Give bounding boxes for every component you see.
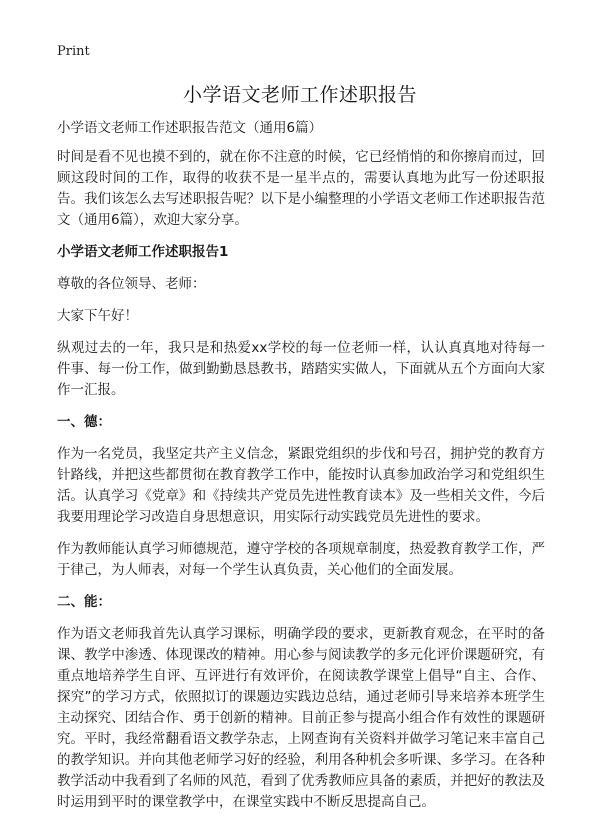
section-heading-de: 一、德：	[57, 414, 111, 430]
report-heading: 小学语文老师工作述职报告1	[57, 244, 229, 260]
greeting: 大家下午好！	[57, 308, 138, 324]
intro-paragraph: 时间是看不见也摸不到的，就在你不注意的时候，它已经悄悄的和你擦肩而过，回顾这段时间的工作，取得的收获不是一星半点的，需要认真地为此写一份述职报告。我们该怎么去写述职报告呢？以下是小编整理的小学语文老师工作述职报告范文（通用6篇），欢迎大家分享。	[57, 149, 545, 228]
opening-paragraph: 纵观过去的一年，我只是和热爱xx学校的每一位老师一样，认认真真地对待每一件事、每一份工作，做到勤勤恳恳教书，踏踏实实做人，下面就从五个方面向大家作一汇报。	[57, 340, 545, 398]
section1-paragraph-1: 作为一名党员，我坚定共产主义信念，紧跟党组织的步伐和号召，拥护党的教育方针路线，并把这些都贯彻在教育教学工作中，能按时认真参加政治学习和党组织生活。认真学习《党章》和《持续共产党员先进性教育读本》及一些相关文件，今后我要用理论学习改造自身思想意识，用实际行动实践党员先进性的要求。	[57, 446, 545, 525]
document-body	[57, 118, 545, 824]
page-title: 小学语文老师工作述职报告	[182, 84, 417, 106]
salutation: 尊敬的各位领导、老师：	[57, 276, 206, 292]
section-heading-neng: 二、能：	[57, 594, 111, 610]
section1-paragraph-2: 作为教师能认真学习师德规范，遵守学校的各项规章制度，热爱教育教学工作，严于律己，为人师表，对每一个学生认真负责，关心他们的全面发展。	[57, 541, 545, 578]
section2-paragraph-1: 作为语文老师我首先认真学习课标，明确学段的要求，更新教育观念，在平时的备课、教学中渗透、体现课改的精神。用心参与阅读教学的多元化评价课题研究，有重点地培养学生自评、互评进行有效评价，在阅读教学课堂上倡导“自主、合作、探究”的学习方式，依照拟订的课题边实践边总结，通过老师引导来培养本班学生主动探究、团结合作、勇于创新的精神。目前正参与提高小组合作有效性的课题研究。平时，我经常翻看语文教学杂志，上网查询有关资料并做学习笔记来丰富自己的教学知识。并向其他老师学习好的经验，利用各种机会多听课、多学习。在各种教学活动中我看到了名师的风范，看到了优秀教师应具备的素质，并把好的教法及时运用到平时的课堂教学中，在课堂实践中不断反思提高自己。	[57, 626, 545, 810]
print-link[interactable]: Print	[57, 44, 90, 59]
document-subtitle: 小学语文老师工作述职报告范文（通用6篇）	[57, 120, 323, 136]
